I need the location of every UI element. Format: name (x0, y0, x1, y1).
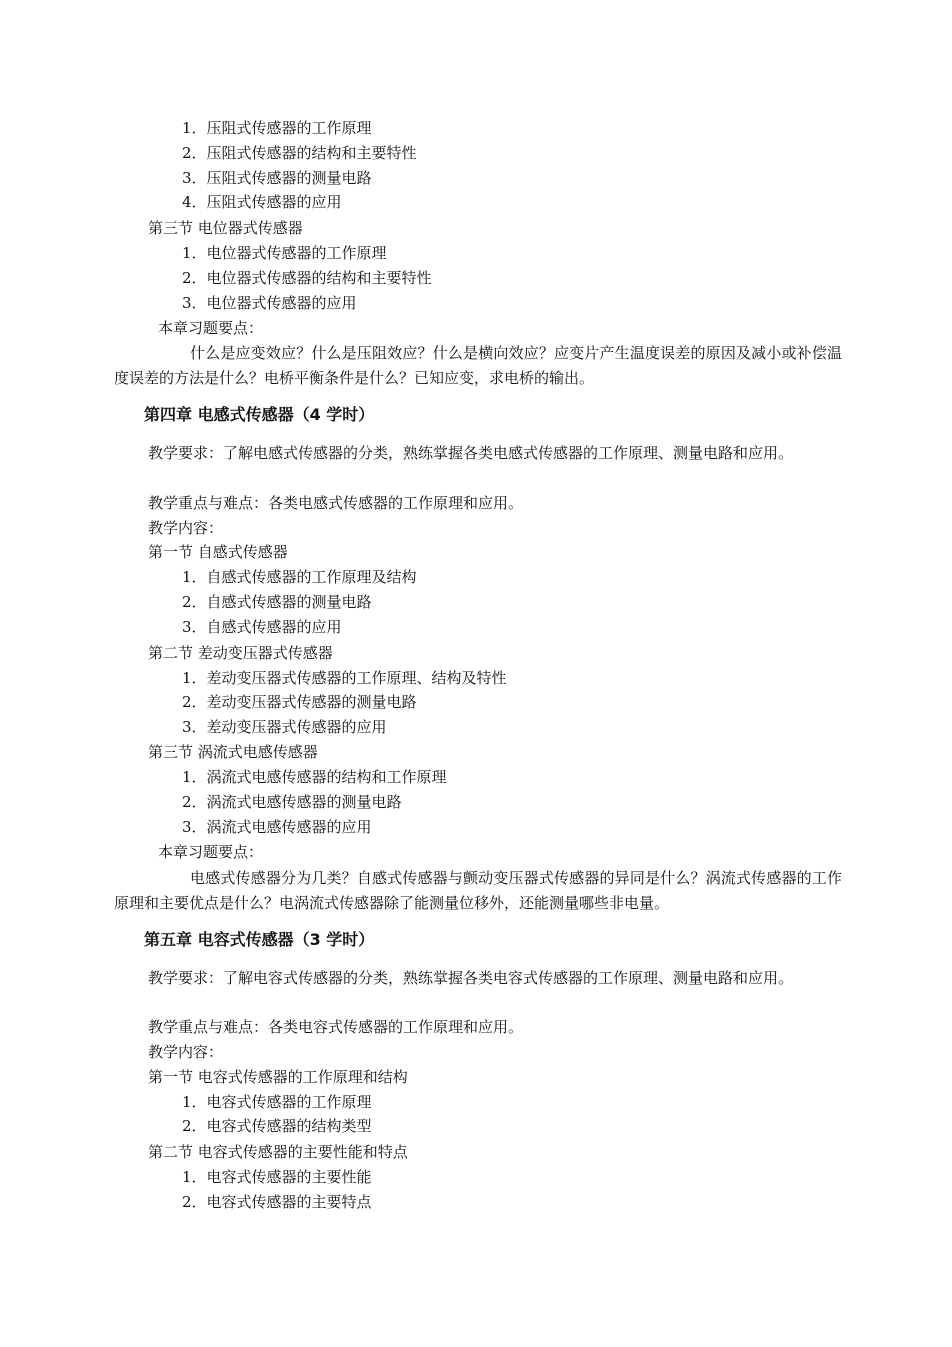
list-item: 1．电容式传感器的主要性能 (182, 1168, 372, 1186)
list-item: 3．压阻式传感器的测量电路 (182, 169, 372, 187)
list-item: 3．电位器式传感器的应用 (182, 294, 357, 312)
chapter-title: 第四章 电感式传感器（4 学时） (144, 405, 375, 424)
list-item: 1．电位器式传感器的工作原理 (182, 244, 387, 262)
list-item: 4．压阻式传感器的应用 (182, 193, 342, 211)
section-heading: 第二节 电容式传感器的主要性能和特点 (148, 1143, 408, 1161)
section-heading: 第二节 差动变压器式传感器 (148, 644, 333, 662)
exercise-paragraph: 电感式传感器分为几类？自感式传感器与颤动变压器式传感器的异同是什么？涡流式传感器的工作原理和主要优点是什么？电涡流式传感器除了能测量位移外，还能测量哪些非电量。 (114, 869, 842, 912)
content-label: 教学内容： (148, 519, 224, 537)
list-item: 2．电容式传感器的主要特点 (182, 1193, 372, 1211)
content-label: 教学内容： (148, 1043, 224, 1061)
exercise-label: 本章习题要点： (158, 843, 264, 861)
list-item: 1．自感式传感器的工作原理及结构 (182, 568, 417, 586)
list-item: 2．涡流式电感传感器的测量电路 (182, 793, 402, 811)
list-item: 2．差动变压器式传感器的测量电路 (182, 693, 417, 711)
list-item: 2．电容式传感器的结构类型 (182, 1117, 372, 1135)
list-item: 3．涡流式电感传感器的应用 (182, 818, 372, 836)
chapter-title: 第五章 电容式传感器（3 学时） (144, 930, 375, 949)
list-item: 1．涡流式电感传感器的结构和工作原理 (182, 768, 447, 786)
list-item: 2．压阻式传感器的结构和主要特性 (182, 144, 417, 162)
section-heading: 第一节 电容式传感器的工作原理和结构 (148, 1068, 408, 1086)
teaching-requirement: 教学要求：了解电容式传感器的分类，熟练掌握各类电容式传感器的工作原理、测量电路和应用。 (148, 969, 794, 987)
list-item: 2．电位器式传感器的结构和主要特性 (182, 269, 432, 287)
list-item: 1．差动变压器式传感器的工作原理、结构及特性 (182, 669, 507, 687)
key-points: 教学重点与难点：各类电感式传感器的工作原理和应用。 (148, 494, 524, 512)
list-item: 2．自感式传感器的测量电路 (182, 593, 372, 611)
section-heading: 第三节 涡流式电感传感器 (148, 743, 318, 761)
key-points: 教学重点与难点：各类电容式传感器的工作原理和应用。 (148, 1018, 524, 1036)
exercise-paragraph: 什么是应变效应？什么是压阻效应？什么是横向效应？应变片产生温度误差的原因及减小或补偿温度误差的方法是什么？电桥平衡条件是什么？已知应变，求电桥的输出。 (114, 344, 842, 387)
teaching-requirement: 教学要求：了解电感式传感器的分类，熟练掌握各类电感式传感器的工作原理、测量电路和应用。 (148, 444, 794, 462)
section-heading: 第一节 自感式传感器 (148, 543, 288, 561)
exercise-label: 本章习题要点： (158, 319, 264, 337)
list-item: 1．压阻式传感器的工作原理 (182, 119, 372, 137)
list-item: 3．差动变压器式传感器的应用 (182, 718, 387, 736)
list-item: 1．电容式传感器的工作原理 (182, 1093, 372, 1111)
section-heading: 第三节 电位器式传感器 (148, 219, 303, 237)
list-item: 3．自感式传感器的应用 (182, 618, 342, 636)
